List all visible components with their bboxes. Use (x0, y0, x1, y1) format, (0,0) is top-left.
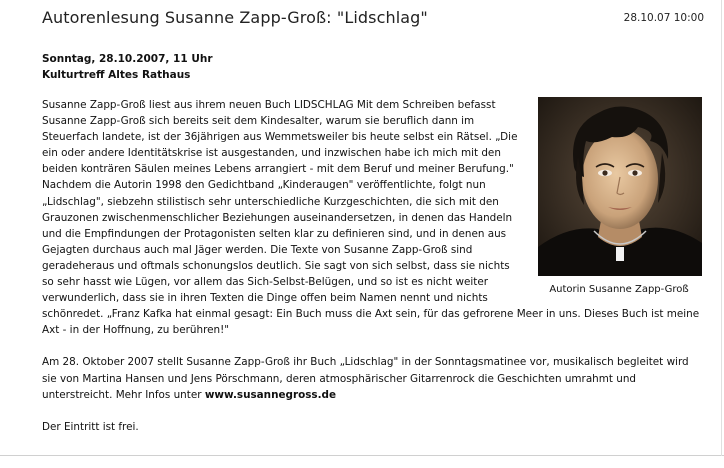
photo-caption: Autorin Susanne Zapp-Groß (549, 284, 689, 295)
article-paragraph-1: Susanne Zapp-Groß liest aus ihrem neuen Buch LIDSCHLAG Mit dem Schreiben befasst Susanne Zapp-Groß sich bereits seit dem Kindesalter, warum sie beruflich dann im Steuerfach landete, ist der 36jährigen aus Wemmetsweiler bis heute selbst ein Rätsel. „Die ein oder andere Identitätskrise ist ausgestanden, und inzwischen habe ich mich mit den beiden konträren Säulen meines Lebens arrangiert - mit dem Beruf und meiner Berufung." Nachdem die Autorin 1998 den Gedichtband „Kinderaugen" veröffentlichte, folgt nun „Lidschlag", siebzehn stilistisch sehr unterschiedliche Kurzgeschichten, die sich mit den Grauzonen zwischenmenschlicher Beziehungen auseinandersetzen, in denen das Handeln und die Empfindungen der Protagonisten selten klar zu definieren sind, und in denen aus Gejagten durchaus auch mal Jäger werden. Die Texte von Susanne Zapp-Groß sind geradeheraus und oftmals schonungslos deutlich. Sie sagt von sich selbst, dass sie nichts so sehr hasst wie Lügen, vor allem das Sich-Selbst-Belügen, und so ist es nicht weiter verwunderlich, dass sie in ihren Texten die Dinge offen beim Namen nennt und nichts schönredet. „Franz Kafka hat einmal gesagt: Ein Buch muss die Axt sein, für das gefrorene Meer in uns. Dieses Buch ist meine Axt - in der Hoffnung, zu berühren!" (42, 99, 700, 337)
article-paragraph-3: Der Eintritt ist frei. (42, 420, 139, 433)
event-info (42, 51, 213, 83)
paragraph-2-text: Am 28. Oktober 2007 stellt Susanne Zapp-Groß ihr Buch „Lidschlag" in der Sonntagsmatinee vor, musikalisch begleitet wird sie von Martina Hansen und Jens Pörschmann, deren atmosphärischer Gitarrenrock die Geschichten umrahmt und unterstreicht. Mehr Infos unter (42, 356, 689, 401)
website-link[interactable]: www.susannegross.de (204, 388, 337, 401)
event-date-time: Sonntag, 28.10.2007, 11 Uhr (42, 53, 213, 65)
right-divider (721, 0, 722, 456)
article-paragraph-2 (42, 354, 702, 402)
event-location: Kulturtreff Altes Rathaus (42, 69, 191, 81)
bottom-divider (0, 455, 724, 456)
article-title: Autorenlesung Susanne Zapp-Groß: "Lidschlag" (42, 8, 428, 27)
author-photo (538, 97, 702, 276)
author-figure (536, 97, 702, 297)
article-body (42, 97, 702, 451)
article-date: 28.10.07 10:00 (623, 12, 704, 24)
